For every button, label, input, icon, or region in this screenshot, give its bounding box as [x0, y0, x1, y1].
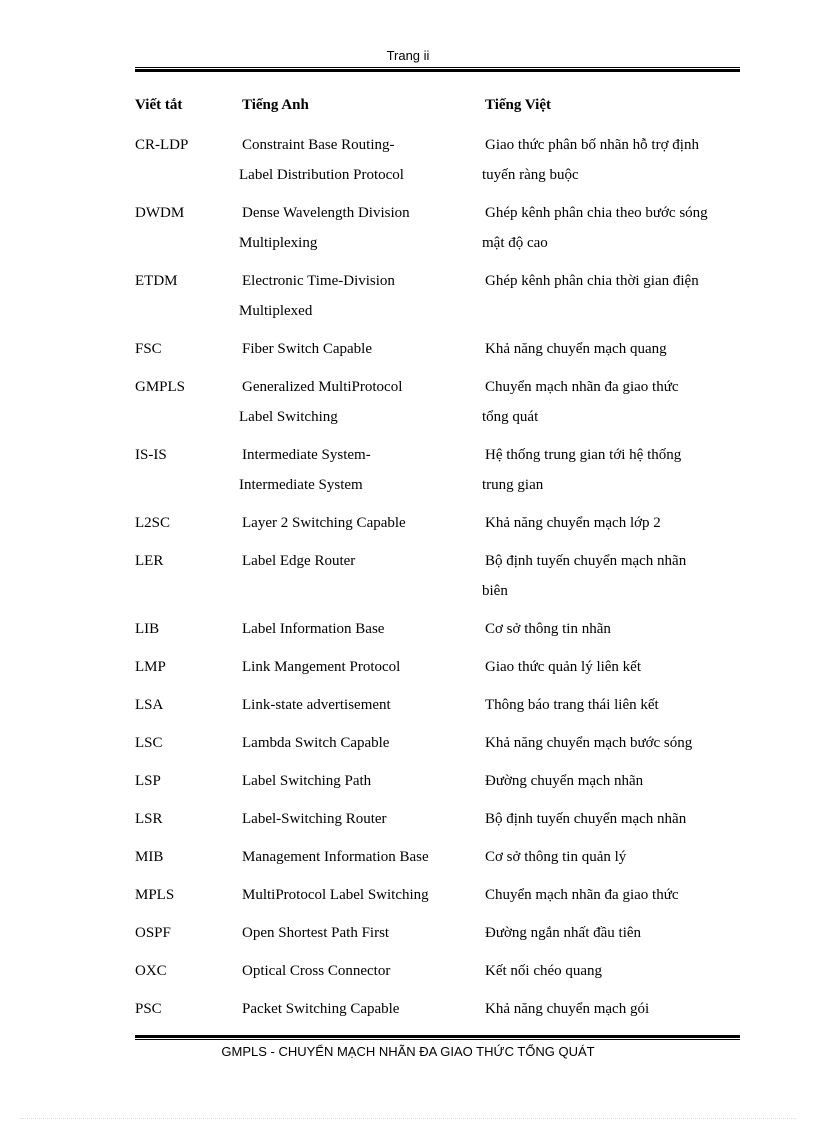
english-term-line: Packet Switching Capable — [242, 1001, 400, 1017]
abbreviation-cell: LMP — [135, 659, 166, 675]
english-term-cell — [242, 804, 482, 834]
vietnamese-term-cell — [485, 728, 765, 758]
vietnamese-term-cell — [482, 372, 765, 432]
vietnamese-term-cell — [485, 994, 765, 1024]
english-term-cell — [239, 266, 482, 326]
abbreviation-table — [135, 92, 765, 1032]
table-row — [135, 956, 765, 994]
vietnamese-term-line: Cơ sở thông tin quản lý — [485, 849, 627, 865]
table-body — [135, 130, 765, 1032]
page-bottom-dotted-border — [20, 1118, 796, 1119]
column-header-abbreviation: Viết tắt — [135, 97, 183, 113]
english-term-cell — [242, 728, 482, 758]
vietnamese-term-line: Ghép kênh phân chia theo bước sóng — [485, 205, 708, 221]
vietnamese-term-line: Cơ sở thông tin nhãn — [485, 621, 611, 637]
vietnamese-term-cell — [485, 508, 765, 538]
abbreviation-cell: CR-LDP — [135, 137, 189, 153]
english-term-cell — [242, 956, 482, 986]
table-row — [135, 614, 765, 652]
column-header-english: Tiếng Anh — [242, 97, 309, 113]
vietnamese-term-cell — [485, 804, 765, 834]
english-term-cell — [239, 198, 482, 258]
abbreviation-cell: L2SC — [135, 515, 171, 531]
english-term-cell — [242, 918, 482, 948]
vietnamese-term-line: Hệ thống trung gian tới hệ thống — [485, 447, 682, 463]
footer-rule — [135, 1035, 740, 1040]
table-row — [135, 766, 765, 804]
table-row — [135, 652, 765, 690]
vietnamese-term-line: Đường chuyển mạch nhãn — [485, 773, 644, 789]
vietnamese-term-line: Khả năng chuyển mạch gói — [485, 1001, 650, 1017]
table-row — [135, 728, 765, 766]
english-term-line: Optical Cross Connector — [242, 963, 391, 979]
english-term-line: Label Information Base — [242, 621, 385, 637]
english-term-cell — [239, 440, 482, 500]
vietnamese-term-cell — [482, 130, 765, 190]
english-term-cell — [242, 614, 482, 644]
vietnamese-term-cell — [482, 440, 765, 500]
vietnamese-term-line: Giao thức quản lý liên kết — [485, 659, 642, 675]
english-term-line: Label Distribution Protocol — [239, 167, 404, 183]
vietnamese-term-line: Đường ngắn nhất đầu tiên — [485, 925, 642, 941]
vietnamese-term-line: mật độ cao — [482, 235, 548, 251]
english-term-cell — [242, 508, 482, 538]
table-row — [135, 804, 765, 842]
vietnamese-term-cell — [485, 880, 765, 910]
english-term-line: Multiplexed — [239, 303, 313, 319]
vietnamese-term-cell — [485, 766, 765, 796]
column-header-vietnamese: Tiếng Việt — [485, 97, 551, 113]
vietnamese-term-cell — [485, 614, 765, 644]
english-term-line: Dense Wavelength Division — [242, 205, 410, 221]
table-header-row — [135, 92, 765, 130]
abbreviation-cell: PSC — [135, 1001, 162, 1017]
abbreviation-cell: LIB — [135, 621, 160, 637]
vietnamese-term-line: Khả năng chuyển mạch quang — [485, 341, 667, 357]
vietnamese-term-line: biên — [482, 583, 508, 599]
abbreviation-cell: GMPLS — [135, 379, 186, 395]
vietnamese-term-line: trung gian — [482, 477, 544, 493]
abbreviation-cell: DWDM — [135, 205, 185, 221]
english-term-line: Layer 2 Switching Capable — [242, 515, 406, 531]
english-term-line: Constraint Base Routing- — [242, 137, 395, 153]
english-term-line: Electronic Time-Division — [242, 273, 395, 289]
abbreviation-cell: LER — [135, 553, 164, 569]
english-term-line: Link Mangement Protocol — [242, 659, 401, 675]
vietnamese-term-cell — [485, 266, 765, 296]
table-row — [135, 266, 765, 334]
vietnamese-term-cell — [482, 546, 765, 606]
english-term-line: MultiProtocol Label Switching — [242, 887, 429, 903]
english-term-line: Intermediate System — [239, 477, 363, 493]
table-row — [135, 994, 765, 1032]
vietnamese-term-line: Khả năng chuyển mạch bước sóng — [485, 735, 693, 751]
abbreviation-cell: MPLS — [135, 887, 175, 903]
table-row — [135, 690, 765, 728]
table-row — [135, 440, 765, 508]
vietnamese-term-line: Khả năng chuyển mạch lớp 2 — [485, 515, 661, 531]
vietnamese-term-line: Chuyển mạch nhãn đa giao thức — [485, 379, 679, 395]
english-term-line: Label Switching — [239, 409, 338, 425]
english-term-line: Label Edge Router — [242, 553, 356, 569]
vietnamese-term-line: Thông báo trang thái liên kết — [485, 697, 659, 713]
table-row — [135, 130, 765, 198]
vietnamese-term-line: Giao thức phân bố nhãn hỗ trợ định — [485, 137, 699, 153]
english-term-cell — [242, 766, 482, 796]
vietnamese-term-cell — [485, 690, 765, 720]
vietnamese-term-cell — [482, 198, 765, 258]
abbreviation-cell: MIB — [135, 849, 164, 865]
abbreviation-cell: FSC — [135, 341, 162, 357]
table-row — [135, 508, 765, 546]
vietnamese-term-line: Bộ định tuyến chuyển mạch nhãn — [485, 553, 687, 569]
abbreviation-cell: LSC — [135, 735, 163, 751]
vietnamese-term-line: Ghép kênh phân chia thời gian điện — [485, 273, 699, 289]
abbreviation-cell: ETDM — [135, 273, 178, 289]
english-term-cell — [242, 690, 482, 720]
english-term-line: Multiplexing — [239, 235, 318, 251]
vietnamese-term-cell — [485, 918, 765, 948]
vietnamese-term-cell — [485, 652, 765, 682]
english-term-cell — [239, 372, 482, 432]
english-term-line: Fiber Switch Capable — [242, 341, 372, 357]
table-row — [135, 880, 765, 918]
header-rule — [135, 67, 740, 72]
table-row — [135, 198, 765, 266]
english-term-line: Intermediate System- — [242, 447, 371, 463]
page-header: Trang ii — [386, 48, 430, 63]
vietnamese-term-line: tuyến ràng buộc — [482, 167, 579, 183]
english-term-line: Management Information Base — [242, 849, 429, 865]
english-term-line: Label-Switching Router — [242, 811, 387, 827]
vietnamese-term-cell — [485, 956, 765, 986]
table-row — [135, 918, 765, 956]
table-row — [135, 546, 765, 614]
vietnamese-term-line: Kết nối chéo quang — [485, 963, 603, 979]
abbreviation-cell: LSR — [135, 811, 163, 827]
english-term-cell — [242, 652, 482, 682]
english-term-cell — [242, 994, 482, 1024]
english-term-line: Label Switching Path — [242, 773, 372, 789]
vietnamese-term-cell — [485, 334, 765, 364]
vietnamese-term-line: Bộ định tuyến chuyển mạch nhãn — [485, 811, 687, 827]
table-row — [135, 372, 765, 440]
english-term-cell — [242, 880, 482, 910]
abbreviation-cell: OXC — [135, 963, 167, 979]
abbreviation-cell: OSPF — [135, 925, 171, 941]
abbreviation-cell: LSP — [135, 773, 161, 789]
english-term-cell — [239, 130, 482, 190]
table-row — [135, 842, 765, 880]
page-footer: GMPLS - CHUYỂN MẠCH NHÃN ĐA GIAO THỨC TỔNG QUÁT — [221, 1044, 595, 1059]
english-term-line: Lambda Switch Capable — [242, 735, 390, 751]
vietnamese-term-line: Chuyển mạch nhãn đa giao thức — [485, 887, 679, 903]
english-term-line: Generalized MultiProtocol — [242, 379, 403, 395]
english-term-cell — [242, 546, 482, 576]
vietnamese-term-line: tổng quát — [482, 409, 539, 425]
english-term-line: Open Shortest Path First — [242, 925, 390, 941]
abbreviation-cell: IS-IS — [135, 447, 167, 463]
vietnamese-term-cell — [485, 842, 765, 872]
table-row — [135, 334, 765, 372]
abbreviation-cell: LSA — [135, 697, 164, 713]
english-term-cell — [242, 842, 482, 872]
english-term-cell — [242, 334, 482, 364]
english-term-line: Link-state advertisement — [242, 697, 391, 713]
